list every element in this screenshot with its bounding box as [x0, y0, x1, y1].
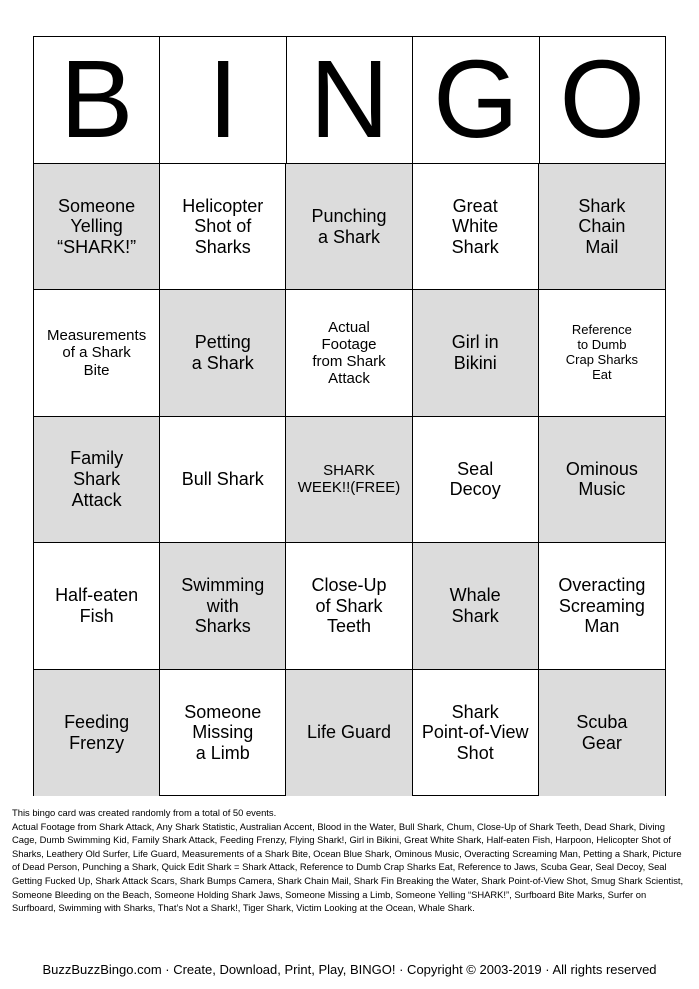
header-letter-o: O: [559, 38, 646, 161]
bingo-cell: Punching a Shark: [286, 164, 412, 290]
info-intro: This bingo card was created randomly from a total of 50 events.: [12, 807, 277, 818]
bingo-header: [34, 37, 665, 164]
bingo-cell: Girl in Bikini: [413, 290, 539, 416]
bingo-cell: Shark Chain Mail: [539, 164, 665, 290]
bingo-cell: Feeding Frenzy: [34, 670, 160, 796]
bingo-cell: Helicopter Shot of Sharks: [160, 164, 286, 290]
card-info: [12, 806, 684, 915]
bingo-cell: Measurements of a Shark Bite: [34, 290, 160, 416]
bingo-cell: Ominous Music: [539, 417, 665, 543]
info-event-list: Actual Footage from Shark Attack, Any Shark Statistic, Australian Accent, Blood in the Water, Bull Shark, Chum, Close-Up of Shark Teeth, Dead Shark, Diving Cage, Dumb Swimming Kid, Family Shark Attack, Feeding Frenzy, Flying Shark!, Girl in Bikini, Great White Shark, Half-eaten Fish, Harpoon, Helicopter Shot of Sharks, Leathery Old Surfer, Life Guard, Measurements of a Shark Bite, Ocean Blue Shark, Ominous Music, Overacting Screaming Man, Petting a Shark, Picture of Dead Person, Punching a Shark, Quick Edit Shark = Shark Attack, Reference to Dumb Crap Sharks Eat, Reference to Jaws, Scuba Gear, Seal Decoy, Seal Getting Fucked Up, Shark Attack Scars, Shark Bumps Camera, Shark Chain Mail, Shark Fin Breaking the Water, Shark Point-of-View Shot, Smug Shark Scientist, Someone Bleeding on the Beach, Someone Holding Shark Jaws, Someone Missing a Limb, Someone Yelling “SHARK!”, Surfboard Bite Marks, Surfer on Surfboard, Swimming with Sharks, That’s Not a Shark!, Tiger Shark, Victim Looking at the Ocean, Whale Shark.: [12, 820, 684, 914]
bingo-grid: [34, 164, 665, 796]
bingo-cell: Someone Missing a Limb: [160, 670, 286, 796]
bingo-cell: Great White Shark: [413, 164, 539, 290]
bingo-cell: Whale Shark: [413, 543, 539, 669]
free-space-cell: SHARK WEEK!!(FREE): [286, 417, 412, 543]
header-letter-n: N: [287, 37, 413, 163]
header-letter-g: G: [413, 37, 539, 163]
bingo-cell: Scuba Gear: [539, 670, 665, 796]
bingo-cell: Half-eaten Fish: [34, 543, 160, 669]
header-letter-i: I: [160, 37, 286, 163]
bingo-cell: Family Shark Attack: [34, 417, 160, 543]
bingo-card: [33, 36, 666, 796]
footer-copyright: BuzzBuzzBingo.com · Create, Download, Print, Play, BINGO! · Copyright © 2003-2019 · All rights reserved: [42, 962, 657, 977]
bingo-cell: Petting a Shark: [160, 290, 286, 416]
bingo-cell: Bull Shark: [160, 417, 286, 543]
bingo-cell: Overacting Screaming Man: [539, 543, 665, 669]
bingo-cell: Close-Up of Shark Teeth: [286, 543, 412, 669]
bingo-cell: Shark Point-of-View Shot: [413, 670, 539, 796]
bingo-cell: Reference to Dumb Crap Sharks Eat: [539, 290, 665, 416]
bingo-cell: Life Guard: [286, 670, 412, 796]
header-letter-b: B: [34, 37, 160, 163]
bingo-cell: Actual Footage from Shark Attack: [286, 290, 412, 416]
bingo-cell: Swimming with Sharks: [160, 543, 286, 669]
bingo-cell: Someone Yelling “SHARK!”: [34, 164, 160, 290]
bingo-cell: Seal Decoy: [413, 417, 539, 543]
